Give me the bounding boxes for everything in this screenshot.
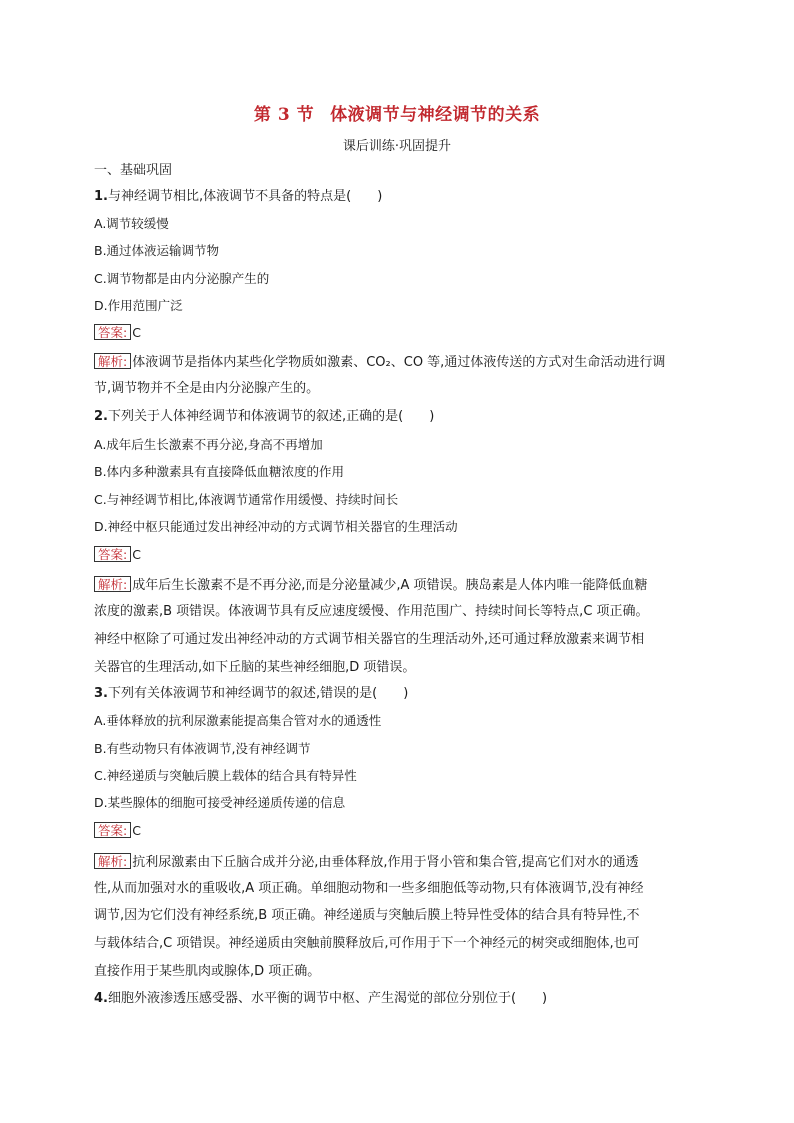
question-2-analysis-line-1: 解析: 成年后生长激素不是不再分泌,而是分泌量减少,A 项错误。胰岛素是人体内唯一能降低血糖 [94,576,648,594]
question-2-answer [94,546,141,564]
question-1-answer [94,324,141,342]
answer-tag: 答案: [94,546,131,562]
question-4-stem: 4.细胞外液渗透压感受器、水平衡的调节中枢、产生渴觉的部位分别位于( ) [94,991,548,1006]
question-2-option-c: C.与神经调节相比,体液调节通常作用缓慢、持续时间长 [94,492,399,507]
analysis-tag: 解析: [94,576,131,592]
page-title [94,100,700,125]
question-2-analysis-line-4: 关器官的生理活动,如下丘脑的某些神经细胞,D 项错误。 [94,660,416,675]
question-1-analysis-line-1: 解析: 体液调节是指体内某些化学物质如激素、CO₂、CO 等,通过体液传送的方式对生命活动进行调 [94,353,665,371]
question-4-number: 4. [94,991,108,1006]
question-1-option-b: B.通过体液运输调节物 [94,243,220,258]
question-3-analysis-line-5: 直接作用于某些肌肉或腺体,D 项正确。 [94,964,321,979]
question-3-option-d: D.某些腺体的细胞可接受神经递质传递的信息 [94,795,346,810]
question-1-number: 1. [94,189,108,204]
analysis-tag: 解析: [94,853,131,869]
title-text: 体液调节与神经调节的关系 [330,105,541,125]
answer-tag: 答案: [94,822,131,838]
question-3-analysis-line-1: 解析: 抗利尿激素由下丘脑合成并分泌,由垂体释放,作用于肾小管和集合管,提高它们对水的通透 [94,853,639,871]
question-2-stem: 2.下列关于人体神经调节和体液调节的叙述,正确的是( ) [94,409,435,424]
question-1-option-a: A.调节较缓慢 [94,216,169,231]
question-3-answer [94,822,141,840]
question-2-option-d: D.神经中枢只能通过发出神经冲动的方式调节相关器官的生理活动 [94,519,458,534]
question-2-analysis-line-2: 浓度的激素,B 项错误。体液调节具有反应速度缓慢、作用范围广、持续时间长等特点,C 项正确。 [94,604,649,619]
page-subtitle: 课后训练·巩固提升 [342,139,452,154]
question-3-option-a: A.垂体释放的抗利尿激素能提高集合管对水的通透性 [94,713,382,728]
question-1-option-d: D.作用范围广泛 [94,298,183,313]
answer-value: C [132,547,141,562]
question-3-option-b: B.有些动物只有体液调节,没有神经调节 [94,741,311,756]
question-2-number: 2. [94,409,108,424]
question-3-number: 3. [94,686,108,701]
question-3-stem: 3.下列有关体液调节和神经调节的叙述,错误的是( ) [94,686,409,701]
question-3-option-c: C.神经递质与突触后膜上载体的结合具有特异性 [94,768,357,783]
question-1-stem: 1.与神经调节相比,体液调节不具备的特点是( ) [94,189,383,204]
question-3-analysis-line-3: 调节,因为它们没有神经系统,B 项正确。神经递质与突触后膜上特异性受体的结合具有特异性,不 [94,908,640,923]
question-2-option-a: A.成年后生长激素不再分泌,身高不再增加 [94,437,323,452]
section-heading: 一、基础巩固 [94,163,173,178]
question-2-option-b: B.体内多种激素具有直接降低血糖浓度的作用 [94,464,345,479]
answer-value: C [132,823,141,838]
analysis-tag: 解析: [94,353,131,369]
question-2-analysis-line-3: 神经中枢除了可通过发出神经冲动的方式调节相关器官的生理活动外,还可通过释放激素来调节相 [94,632,645,647]
question-3-analysis-line-4: 与载体结合,C 项错误。神经递质由突触前膜释放后,可作用于下一个神经元的树突或细胞体,也可 [94,936,640,951]
question-1-analysis-line-2: 节,调节物并不全是由内分泌腺产生的。 [94,381,320,396]
answer-value: C [132,325,141,340]
question-3-analysis-line-2: 性,从而加强对水的重吸收,A 项正确。单细胞动物和一些多细胞低等动物,只有体液调节,没有神经 [94,881,644,896]
question-1-option-c: C.调节物都是由内分泌腺产生的 [94,271,270,286]
answer-tag: 答案: [94,324,131,340]
title-section-number: 第 3 节 [253,105,315,125]
